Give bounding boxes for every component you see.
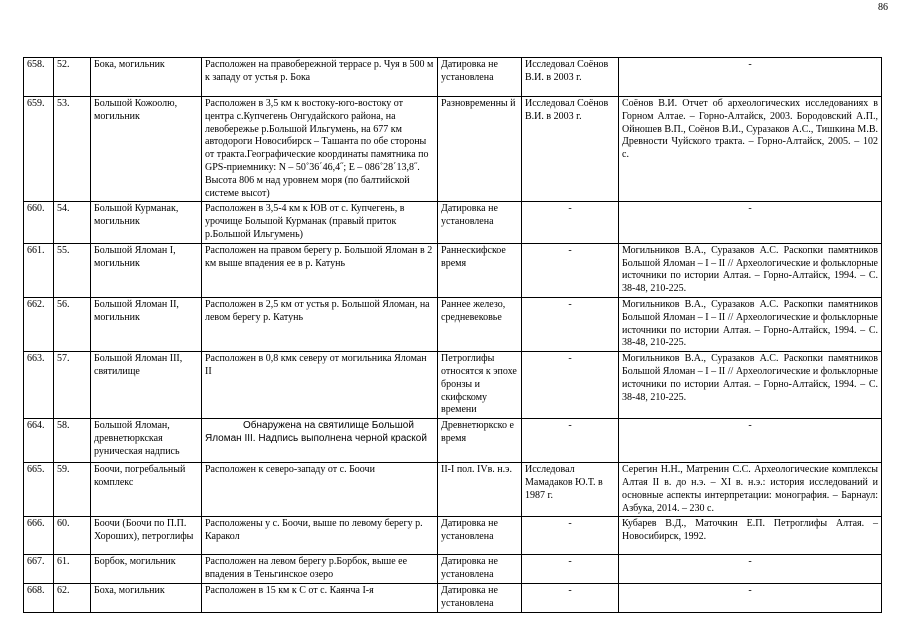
monument-name: Большой Яломан III, святилище xyxy=(91,352,202,419)
table-row xyxy=(24,58,882,97)
monument-location-text: Обнаружена на святилище Большой Яломан III. Надпись выполнена черной краской xyxy=(205,420,427,444)
monument-dating: Разновременны й xyxy=(438,97,522,202)
monument-references: Могильников В.А., Суразаков А.С. Раскопки памятников Большой Яломан – I – II // Археологические и фольклорные источники по истории Алтая. – Горно-Алтайск, 1994. – С. 38-48, 210-225. xyxy=(619,243,882,297)
monument-location: Расположен в 2,5 км от устья р. Большой Яломан, на левом берегу р. Катунь xyxy=(202,297,438,351)
monument-dating: II-I пол. IVв. н.э. xyxy=(438,463,522,517)
row-number: 660. xyxy=(24,202,54,243)
monument-dating: Раннее железо, средневековье xyxy=(438,297,522,351)
monument-references: - xyxy=(619,583,882,612)
monument-name: Большой Яломан, древнетюркская руническая надпись xyxy=(91,419,202,463)
table-row xyxy=(24,202,882,243)
row-number: 664. xyxy=(24,419,54,463)
monument-dating: Датировка не установлена xyxy=(438,58,522,97)
monument-location: Расположен в 3,5 км к востоку-юго-востоку от центра с.Купчегень Онгудайского района, на левобережье р.Большой Ильгумень, на 677 км автодороги Новосибирск – Ташанта по обе стороны от тракта.Географические координаты памятника по GPS-приемнику: N – 50˚36΄46,4˝; E – 086˚28΄13,8˝. Высота 806 м над уровнем моря (по балтийской системе высот) xyxy=(202,97,438,202)
row-subnumber: 61. xyxy=(54,555,91,584)
monument-name: Большой Яломан II, могильник xyxy=(91,297,202,351)
monument-researcher: Исследовал Соёнов В.И. в 2003 г. xyxy=(522,97,619,202)
monument-researcher: - xyxy=(522,352,619,419)
monument-name: Боочи (Боочи по П.П. Хороших), петроглифы xyxy=(91,517,202,555)
table-row xyxy=(24,517,882,555)
monument-references: - xyxy=(619,555,882,584)
monument-researcher: - xyxy=(522,243,619,297)
monument-dating: Раннескифское время xyxy=(438,243,522,297)
monument-location: Расположены у с. Боочи, выше по левому берегу р. Каракол xyxy=(202,517,438,555)
monument-references: Могильников В.А., Суразаков А.С. Раскопки памятников Большой Яломан – I – II // Археологические и фольклорные источники по истории Алтая. – Горно-Алтайск, 1994. – С. 38-48, 210-225. xyxy=(619,352,882,419)
row-number: 663. xyxy=(24,352,54,419)
row-subnumber: 62. xyxy=(54,583,91,612)
monument-dating: Древнетюркско е время xyxy=(438,419,522,463)
row-subnumber: 53. xyxy=(54,97,91,202)
monument-location: Расположен в 0,8 кмк северу от могильника Яломан II xyxy=(202,352,438,419)
monument-location xyxy=(202,419,438,463)
table-row xyxy=(24,297,882,351)
table-row xyxy=(24,419,882,463)
monument-name: Большой Яломан I, могильник xyxy=(91,243,202,297)
monument-references: Серегин Н.Н., Матренин С.С. Археологические комплексы Алтая II в. до н.э. – XI в. н.э.: история исследований и основные аспекты интерпретации: монография. – Барнаул: Азбука, 2014. – 230 с. xyxy=(619,463,882,517)
row-number: 659. xyxy=(24,97,54,202)
monument-dating: Датировка не установлена xyxy=(438,555,522,584)
monument-researcher: - xyxy=(522,517,619,555)
table-row xyxy=(24,463,882,517)
monument-references: - xyxy=(619,202,882,243)
monument-dating: Датировка не установлена xyxy=(438,517,522,555)
row-number: 667. xyxy=(24,555,54,584)
page-number: 86 xyxy=(878,2,888,13)
monument-name: Боха, могильник xyxy=(91,583,202,612)
row-subnumber: 55. xyxy=(54,243,91,297)
monument-researcher: Исследовал Мамадаков Ю.Т. в 1987 г. xyxy=(522,463,619,517)
monument-location: Расположен на правобережной террасе р. Чуя в 500 м к западу от устья р. Бока xyxy=(202,58,438,97)
row-number: 668. xyxy=(24,583,54,612)
monuments-table xyxy=(23,57,882,613)
row-number: 666. xyxy=(24,517,54,555)
table-row xyxy=(24,583,882,612)
monument-dating: Петроглифы относятся к эпохе бронзы и скифскому времени xyxy=(438,352,522,419)
row-number: 665. xyxy=(24,463,54,517)
monument-researcher: - xyxy=(522,419,619,463)
table-row xyxy=(24,555,882,584)
table-row xyxy=(24,97,882,202)
row-subnumber: 57. xyxy=(54,352,91,419)
monument-researcher: - xyxy=(522,555,619,584)
monument-name: Бока, могильник xyxy=(91,58,202,97)
monument-name: Боочи, погребальный комплекс xyxy=(91,463,202,517)
monument-researcher: - xyxy=(522,297,619,351)
monument-name: Большой Курманак, могильник xyxy=(91,202,202,243)
monument-researcher: - xyxy=(522,583,619,612)
monument-name: Борбок, могильник xyxy=(91,555,202,584)
table-row xyxy=(24,352,882,419)
monument-references: Кубарев В.Д., Маточкин Е.П. Петроглифы Алтая. – Новосибирск, 1992. xyxy=(619,517,882,555)
row-subnumber: 52. xyxy=(54,58,91,97)
row-subnumber: 56. xyxy=(54,297,91,351)
monument-dating: Датировка не установлена xyxy=(438,583,522,612)
row-number: 662. xyxy=(24,297,54,351)
monument-references: Соёнов В.И. Отчет об археологических исследованиях в Горном Алтае. – Горно-Алтайск, 2003. Бородовский А.П., Ойношев В.П., Соёнов В.И., Суразаков А.С., Тишкина М.В. Древности Чуйского тракта. – Горно-Алтайск, 2005. – 102 с. xyxy=(619,97,882,202)
monument-dating: Датировка не установлена xyxy=(438,202,522,243)
row-number: 661. xyxy=(24,243,54,297)
row-number: 658. xyxy=(24,58,54,97)
monument-references: - xyxy=(619,58,882,97)
monument-name: Большой Кожоолю, могильник xyxy=(91,97,202,202)
monument-references: Могильников В.А., Суразаков А.С. Раскопки памятников Большой Яломан – I – II // Археологические и фольклорные источники по истории Алтая. – Горно-Алтайск, 1994. – С. 38-48, 210-225. xyxy=(619,297,882,351)
row-subnumber: 60. xyxy=(54,517,91,555)
monument-location: Расположен к северо-западу от с. Боочи xyxy=(202,463,438,517)
monument-location: Расположен на левом берегу р.Борбок, выше ее впадения в Теньгинское озеро xyxy=(202,555,438,584)
row-subnumber: 58. xyxy=(54,419,91,463)
row-subnumber: 54. xyxy=(54,202,91,243)
monument-researcher: Исследовал Соёнов В.И. в 2003 г. xyxy=(522,58,619,97)
monument-references: - xyxy=(619,419,882,463)
monument-location: Расположен в 15 км к С от с. Каянча I-я xyxy=(202,583,438,612)
table-row xyxy=(24,243,882,297)
monument-location: Расположен в 3,5-4 км к ЮВ от с. Купчегень, в урочище Большой Курманак (правый приток р.Большой Ильгумень) xyxy=(202,202,438,243)
row-subnumber: 59. xyxy=(54,463,91,517)
monument-researcher: - xyxy=(522,202,619,243)
monument-location: Расположен на правом берегу р. Большой Яломан в 2 км выше впадения ее в р. Катунь xyxy=(202,243,438,297)
